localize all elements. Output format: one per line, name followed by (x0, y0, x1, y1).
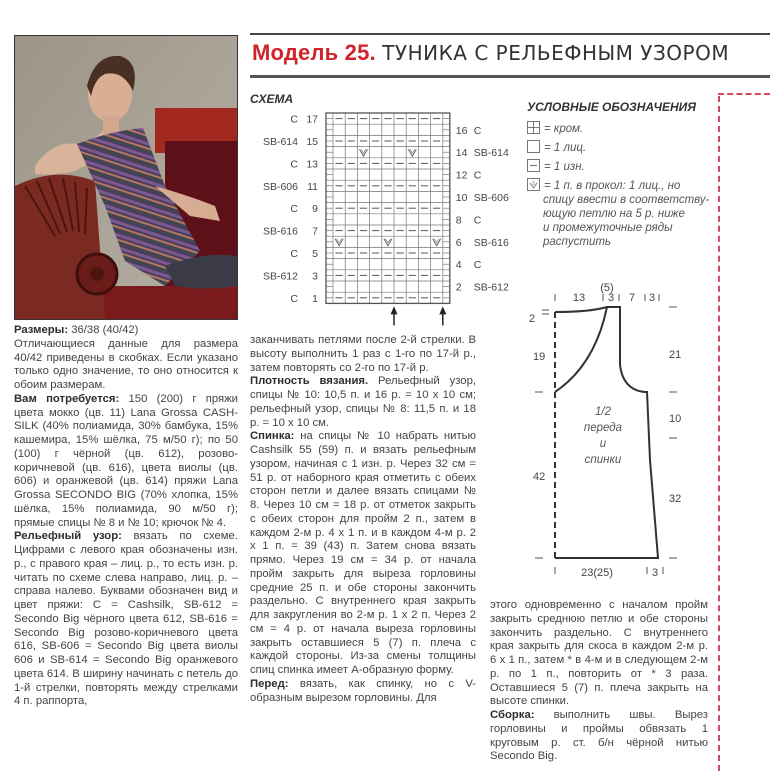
chart-row-number: 2 (455, 281, 462, 294)
title-top-rule (250, 33, 770, 35)
chart-yarn-label: SB-612 (473, 281, 509, 294)
title-bottom-rule (250, 75, 770, 78)
chart-row-number: 4 (455, 259, 462, 272)
paragraph-text: вязать, как спинку, но с V-образным вырезом горловины. Для (250, 677, 476, 704)
chart-yarn-label: SB-616 (262, 225, 298, 238)
chart-yarn-label: C (473, 214, 482, 227)
text-column-3 (490, 599, 708, 764)
paragraph-text: вязать по схеме. Цифрами с левого края обозначены изн. р., с правого края – лиц. р., то есть изн. р. читать по схеме слева направо, лиц. р. – справа налево. Буквами обозначен вид и цвет пряжи: С = Cashsilk, SB-612 = Secondo Big чёрного цвета 612, SB-616 = Secondo Big розово-коричневого цвета 616, SB-606 = Secondo Big цвета виолы 606 и SB-614 = Secondo Big оранжевого цвета 614. В ширину начинать с петель до 1-й стрелки, повторять между стрелками 4 п. раппорта, (14, 530, 238, 708)
knit-stitch-icon (527, 140, 540, 153)
purl-stitch-icon (527, 159, 540, 172)
svg-text:5: 5 (532, 181, 535, 187)
schematic-label-2: переда (583, 422, 623, 434)
legend-text-drop-2: спицу ввести в соответству- (543, 194, 710, 206)
legend-item-edge (527, 121, 583, 136)
chart-row-number: 3 (312, 270, 318, 283)
scheme-heading: СХЕМА (250, 92, 294, 106)
legend-text-drop-4: и промежуточные ряды (543, 222, 673, 234)
chart-yarn-label: C (473, 259, 482, 272)
paragraph-text: на спицы № 10 набрать нитью Cashsilk 55 (59) п. и вязать рельефным узором, начиная с 1 изн. р. Через 32 см = 51 р. от наборного края отметить с обеих сторон петли и далее вязать спицами № 8. Через 10 см = 18 р. от отметок закрыть с обеих сторон для пройм 2 п., затем в каждом 2-м р. 4 х 1 п. и в каждом 4-м р. 2 х 1 п. = 39 (43) п. Затем снова вязать прямо. Через 19 см = 34 р. от начала пройм закрыть для выреза горловины средние 25 п. и обе стороны закончить раздельно. С внутреннего края закрыть для закругления во 2-м р. 1 х 2 п. Через 2 см = 4 р. от начала выреза горловины закрыть оставшиеся 5 (7) п. плеча с каждой стороны. Из-за смены толщины спиц спинка имеет А-образную форму. (250, 430, 476, 676)
chart-yarn-label: C (290, 203, 298, 216)
chart-row-number: 10 (455, 192, 468, 204)
paragraph (490, 599, 708, 709)
paragraph-text: Отличающиеся данные для размера 40/42 приведены в скобках. Если указано только одно значение, то оно относится к обоим размерам. (14, 337, 238, 391)
garment-schematic (515, 280, 715, 585)
paragraph-heading: Плотность вязания. (250, 375, 369, 388)
dim-shoulder-b: 3 (648, 292, 656, 304)
paragraph-heading: Сборка: (490, 709, 535, 721)
dim-shoulder-a: 3 (607, 292, 615, 304)
chart-row-number: 14 (455, 147, 468, 160)
legend-item-knit (527, 140, 586, 155)
legend-heading: УСЛОВНЫЕ ОБОЗНАЧЕНИЯ (527, 100, 697, 114)
chart-yarn-label: C (290, 113, 298, 126)
legend-text-knit: = 1 лиц. (544, 142, 587, 154)
dim-top-drop: 2 (529, 313, 536, 325)
chart-yarn-label: SB-614 (262, 136, 298, 148)
dim-neck: 13 (572, 292, 586, 304)
dim-mid: 10 (669, 413, 682, 425)
repeat-arrow (391, 306, 398, 325)
schematic-label-1: 1/2 (595, 406, 611, 418)
paragraph (250, 678, 476, 706)
paragraph-heading: Размеры: (14, 324, 69, 336)
legend-text-edge: = кром. (544, 123, 584, 135)
chart-row-number: 5 (312, 248, 318, 260)
chart-yarn-label: SB-606 (262, 180, 298, 193)
paragraph (14, 530, 238, 709)
dim-shoulder-gap: (5) (600, 282, 614, 294)
garment-title: ТУНИКА С РЕЛЬЕФНЫМ УЗОРОМ (382, 41, 730, 65)
legend-text-purl: = 1 изн. (544, 161, 585, 173)
knitting-chart (250, 104, 515, 329)
chart-row-number: 15 (306, 136, 318, 148)
paragraph-text: заканчивать петлями после 2-й стрелки. В высоту выполнить 1 раз с 1-го по 17-й р., затем повторять со 2-го по 17-й р. (250, 334, 476, 374)
neckline (555, 307, 607, 392)
model-photo (14, 35, 238, 320)
dashed-divider (718, 96, 720, 771)
drop-stitch-mark (384, 239, 392, 246)
chart-row-number: 1 (312, 292, 318, 305)
paragraph-heading: Вам потребуется: (14, 392, 120, 405)
legend-text-drop-5: распустить (543, 236, 611, 248)
dim-bottom-width: 23(25) (581, 567, 613, 579)
dashed-divider-top (718, 93, 770, 95)
chart-yarn-label: SB-614 (473, 147, 509, 160)
chart-row-number: 17 (306, 113, 318, 126)
paragraph (14, 393, 238, 531)
paragraph (250, 430, 476, 678)
legend-item-purl (527, 159, 585, 174)
paragraph (14, 338, 238, 393)
chart-yarn-label: C (473, 124, 482, 137)
drop-stitch-icon (527, 178, 540, 191)
drop-stitch-mark (408, 149, 416, 156)
drop-stitch-mark (335, 239, 343, 246)
paragraph (490, 709, 708, 764)
paragraph (250, 334, 476, 375)
model-number: Модель 25. (252, 40, 376, 65)
chart-yarn-label: SB-616 (473, 236, 509, 249)
chart-row-number: 6 (455, 236, 462, 249)
edge-stitch-icon (527, 121, 540, 134)
paragraph-text: выполнить швы. Вырез горловины и проймы обвязать 1 круговым р. ст. б/н чёрной нитью Secondo Big. (490, 709, 708, 763)
chart-row-number: 8 (455, 214, 462, 227)
dim-lower: 32 (669, 493, 682, 505)
paragraph-text: 36/38 (40/42) (68, 324, 139, 336)
dim-armhole-height: 21 (669, 349, 682, 361)
chart-yarn-label: SB-612 (262, 270, 298, 283)
legend-item-drop (527, 178, 709, 249)
chart-row-number: 11 (307, 180, 318, 193)
chart-row-number: 7 (312, 225, 318, 238)
paragraph-text: Рельефный узор, спицы № 10: 10,5 п. и 16 р. = 10 х 10 см; рельефный узор, спицы № 8: 11,5 п. и 18 р. = 10 х 10 см. (250, 375, 476, 429)
chart-yarn-label: C (290, 292, 298, 305)
paragraph-text: 150 (200) г пряжи цвета мокко (цв. 11) Lana Grossa CASH-SILK (40% полиамида, 30% бамбука, 15% кашемира, 15% шёлка, 75 м/50 г); по 50 (100) г чёрной (цв. 612), розово-коричневой (цв. 616), цвета виолы (цв. 606) и оранжевой (цв. 614) пряжи Lana Grossa SECONDO BIG (70% хлопка, 15% шёлка, 15% полиамида, 90 м/50 г); прямые спицы № 8 и № 10; крючок № 4. (14, 392, 238, 529)
dim-armhole: 7 (628, 292, 636, 304)
text-column-2 (250, 334, 476, 705)
drop-stitch-mark (360, 149, 368, 156)
page-title (252, 40, 729, 66)
chart-row-number: 16 (455, 124, 468, 137)
text-column-1 (14, 324, 238, 709)
photo-illustration (15, 36, 237, 319)
paragraph-heading: Рельефный узор: (14, 530, 122, 543)
legend-text-drop-3: ющую петлю на 5 р. ниже (543, 208, 685, 220)
paragraph-text: этого одновременно с началом пройм закрыть среднюю петлю и обе стороны закончить раздельно. С внутреннего края закрыть для скоса в каждом 2-м р. 6 х 1 п., затем * в 4-м и в следующем 2-м р. по 1 п., повторить от * 3 раза. Оставшиеся 5 (7) п. плеча закрыть на высоте спинки. (490, 599, 708, 708)
chart-row-number: 9 (312, 203, 318, 216)
paragraph (14, 324, 238, 338)
legend-text-drop-1: = 1 п. в прокол: 1 лиц., но (544, 180, 681, 192)
dim-neck-depth: 19 (533, 351, 546, 363)
chart-yarn-label: C (473, 169, 482, 182)
chart-row-number: 12 (455, 169, 468, 182)
dim-body: 42 (533, 471, 546, 483)
repeat-arrow (439, 306, 446, 325)
paragraph-heading: Спинка: (250, 430, 295, 443)
drop-stitch-mark (433, 239, 441, 246)
dim-bottom-side: 3 (651, 567, 659, 579)
chart-yarn-label: SB-606 (473, 192, 509, 204)
paragraph (250, 375, 476, 430)
schematic-label-3: и (599, 438, 607, 450)
chart-row-number: 13 (306, 158, 318, 171)
paragraph-heading: Перед: (250, 677, 289, 690)
schematic-label-4: спинки (584, 454, 622, 466)
chart-yarn-label: C (290, 248, 298, 260)
chart-yarn-label: C (290, 158, 298, 171)
